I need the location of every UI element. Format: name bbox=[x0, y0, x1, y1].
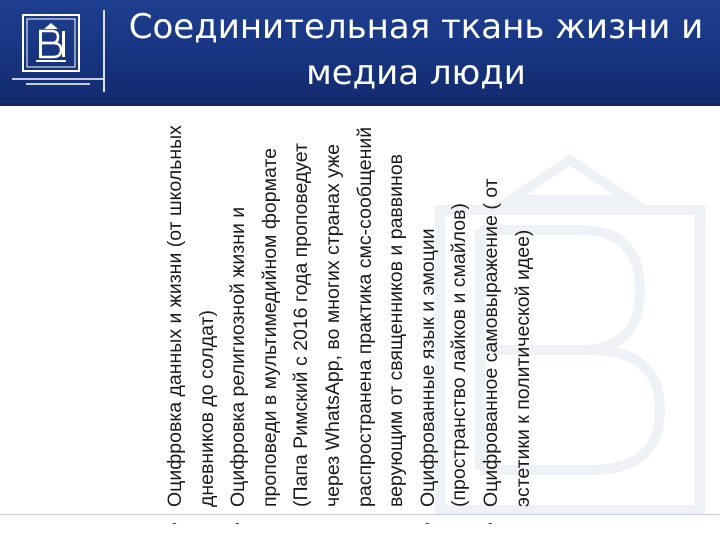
slide-title: Соединительная ткань жизни и медиа люди bbox=[128, 7, 704, 93]
bullet-text: Оцифрованные язык и эмоции (пространство лайков и смайлов) bbox=[416, 203, 471, 507]
header-divider bbox=[103, 10, 105, 92]
bullet-item bbox=[223, 118, 413, 533]
bullet-item bbox=[476, 118, 539, 533]
hse-logo bbox=[12, 10, 100, 92]
bullet-item bbox=[160, 118, 223, 533]
header-bar bbox=[0, 0, 720, 103]
bullet-text: Оцифрованное самовыражение ( от эстетики к политической идее) bbox=[479, 178, 534, 507]
bullet-text: Оцифровка данных и жизни (от школьных дневников до солдат) bbox=[164, 125, 218, 507]
bullet-text: Оцифровка религиозной жизни и проповеди в мультимедийном формате (Папа Римский с 2016 года проповедует через WhatsApp, во многих странах уже распространена практика смс-сообщений верующим от священников и раввинов bbox=[227, 126, 408, 507]
footer-rule bbox=[0, 514, 720, 515]
footer-bar bbox=[0, 524, 720, 540]
header-rule bbox=[0, 103, 720, 106]
logo-caption bbox=[12, 76, 104, 88]
bullet-list bbox=[160, 118, 539, 533]
bullet-item bbox=[413, 118, 476, 533]
university-emblem-icon bbox=[22, 14, 80, 72]
content-area bbox=[160, 118, 650, 533]
